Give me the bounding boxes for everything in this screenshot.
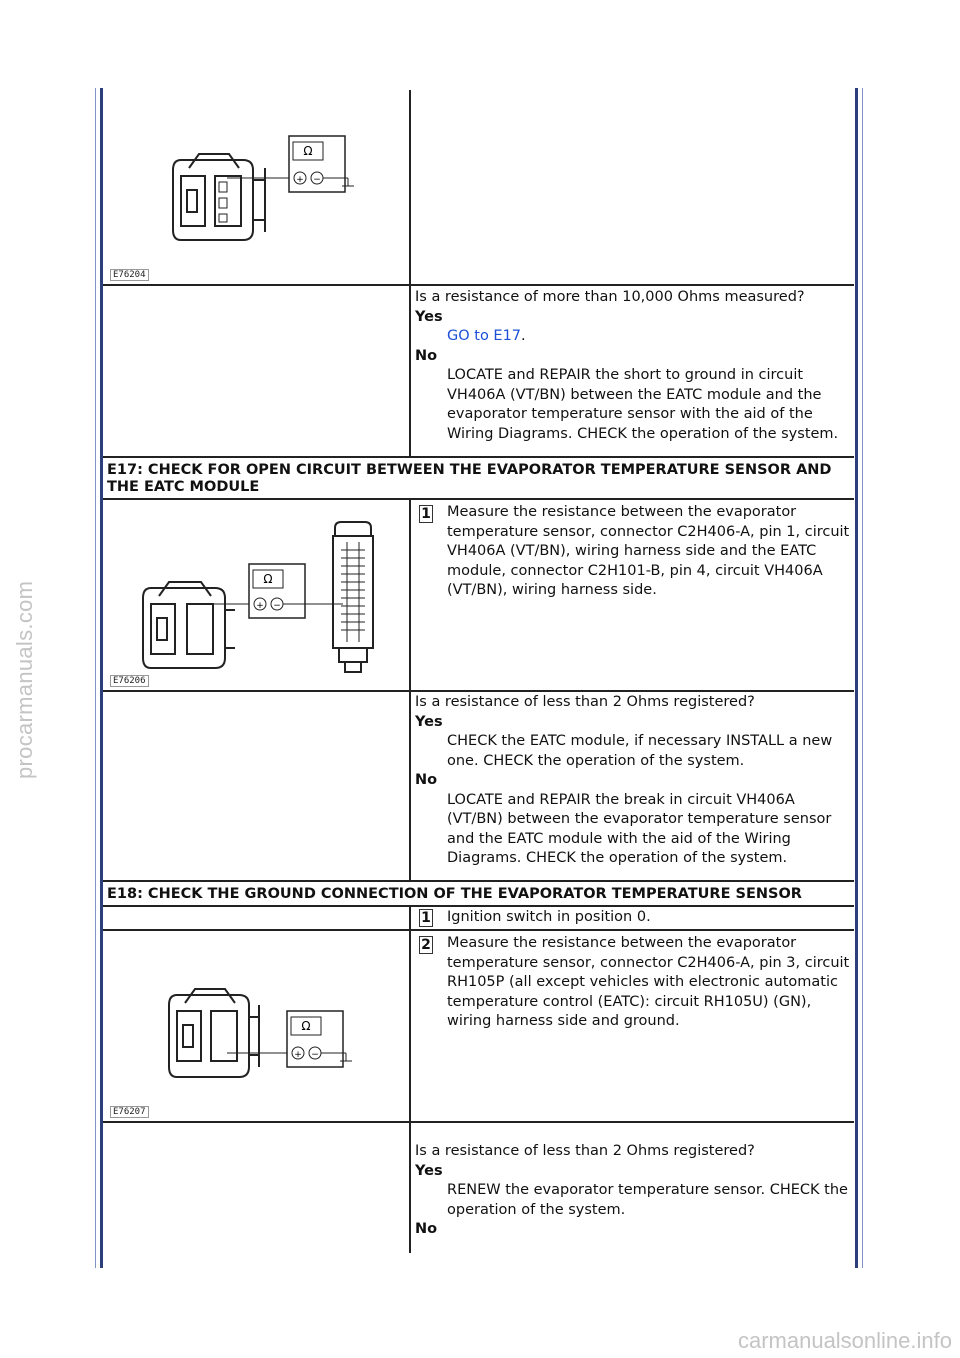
figure-row-e76206 bbox=[103, 500, 854, 692]
right-margin-rule-thin bbox=[862, 88, 863, 1268]
plus-symbol: + bbox=[256, 601, 264, 611]
right-margin-rule bbox=[855, 88, 858, 1268]
minus-symbol: − bbox=[313, 175, 321, 185]
step-number: 1 bbox=[419, 505, 433, 523]
step-number: 2 bbox=[419, 936, 433, 954]
question-text: Is a resistance of less than 2 Ohms registered? bbox=[415, 694, 755, 710]
step-cell bbox=[411, 907, 854, 929]
yes-label: Yes bbox=[415, 713, 443, 730]
figure-cell bbox=[103, 90, 411, 284]
figure-text-cell bbox=[411, 90, 854, 284]
plus-symbol: + bbox=[294, 1050, 302, 1060]
yes-action-text: RENEW the evaporator temperature sensor. CHECK the operation of the system. bbox=[447, 1182, 848, 1218]
question-text: Is a resistance of more than 10,000 Ohms measured? bbox=[415, 289, 805, 305]
figure-row-e76204 bbox=[103, 90, 854, 286]
result-row-e17 bbox=[103, 692, 854, 882]
ohm-symbol: Ω bbox=[301, 1019, 311, 1033]
figure-label: E76207 bbox=[110, 1106, 149, 1118]
result-cell bbox=[411, 1123, 854, 1253]
no-label: No bbox=[415, 772, 438, 788]
side-watermark: procarmanuals.com bbox=[12, 580, 37, 780]
connector-ground-diagram bbox=[103, 931, 409, 1121]
go-to-e17-link[interactable]: GO to E17 bbox=[447, 328, 522, 344]
step-2 bbox=[415, 934, 850, 1032]
bottom-watermark: carmanualsonline.info bbox=[737, 1328, 952, 1353]
plus-symbol: + bbox=[296, 175, 304, 185]
minus-symbol: − bbox=[311, 1050, 319, 1060]
no-label: No bbox=[415, 1221, 438, 1237]
step-1 bbox=[415, 908, 850, 928]
figure-label: E76206 bbox=[110, 675, 149, 687]
no-action-text: LOCATE and REPAIR the break in circuit VH406A (VT/BN) between the evaporator temperature sensor and the EATC module with the aid of the Wiring Diagrams. CHECK the operation of the system. bbox=[447, 791, 832, 866]
section-heading-e17: E17: CHECK FOR OPEN CIRCUIT BETWEEN THE EVAPORATOR TEMPERATURE SENSOR AND THE EATC MODULE bbox=[103, 458, 854, 500]
minus-symbol: − bbox=[273, 601, 281, 611]
empty-cell bbox=[103, 907, 411, 929]
empty-cell bbox=[103, 286, 411, 456]
no-label: No bbox=[415, 347, 438, 364]
figure-cell bbox=[103, 500, 411, 690]
result-row-e16 bbox=[103, 286, 854, 458]
figure-row-e76207 bbox=[103, 931, 854, 1123]
connector-to-eatc-diagram bbox=[103, 500, 409, 690]
step-cell bbox=[411, 500, 854, 690]
connector-ohmmeter-diagram bbox=[103, 90, 409, 284]
ohm-symbol: Ω bbox=[263, 572, 273, 586]
result-cell bbox=[411, 692, 854, 880]
step-row-e18-1 bbox=[103, 907, 854, 931]
result-cell bbox=[411, 286, 854, 456]
procedure-document bbox=[103, 90, 854, 1253]
yes-label: Yes bbox=[415, 308, 443, 325]
empty-cell bbox=[103, 692, 411, 880]
left-margin-rule-thin bbox=[95, 88, 96, 1268]
step-text: Measure the resistance between the evaporator temperature sensor, connector C2H406-A, pin 1, circuit VH406A (VT/BN), wiring harness side and the EATC module, connector C2H101-B, pin 4, circuit VH406A (VT/BN), wiring harness side. bbox=[447, 504, 850, 598]
ohm-symbol: Ω bbox=[303, 144, 313, 158]
result-row-e18 bbox=[103, 1123, 854, 1253]
step-text: Measure the resistance between the evaporator temperature sensor, connector C2H406-A, pin 3, circuit RH105P (all except vehicles with electronic automatic temperature control (EATC): circuit RH105U) (GN), wiring harness side and ground. bbox=[447, 935, 850, 1029]
step-cell bbox=[411, 931, 854, 1121]
question-text: Is a resistance of less than 2 Ohms registered? bbox=[415, 1143, 755, 1159]
empty-cell bbox=[103, 1123, 411, 1253]
step-number: 1 bbox=[419, 909, 433, 927]
yes-action-text: CHECK the EATC module, if necessary INSTALL a new one. CHECK the operation of the system. bbox=[447, 733, 833, 769]
no-action-text: LOCATE and REPAIR the short to ground in circuit VH406A (VT/BN) between the EATC module and the evaporator temperature sensor with the aid of the Wiring Diagrams. CHECK the operation of the system. bbox=[447, 367, 839, 442]
figure-label: E76204 bbox=[110, 269, 149, 281]
yes-label: Yes bbox=[415, 1162, 443, 1179]
step-text: Ignition switch in position 0. bbox=[447, 909, 651, 925]
link-period: . bbox=[521, 328, 526, 344]
step-1 bbox=[415, 503, 850, 601]
section-heading-e18: E18: CHECK THE GROUND CONNECTION OF THE EVAPORATOR TEMPERATURE SENSOR bbox=[103, 882, 854, 907]
figure-cell bbox=[103, 931, 411, 1121]
